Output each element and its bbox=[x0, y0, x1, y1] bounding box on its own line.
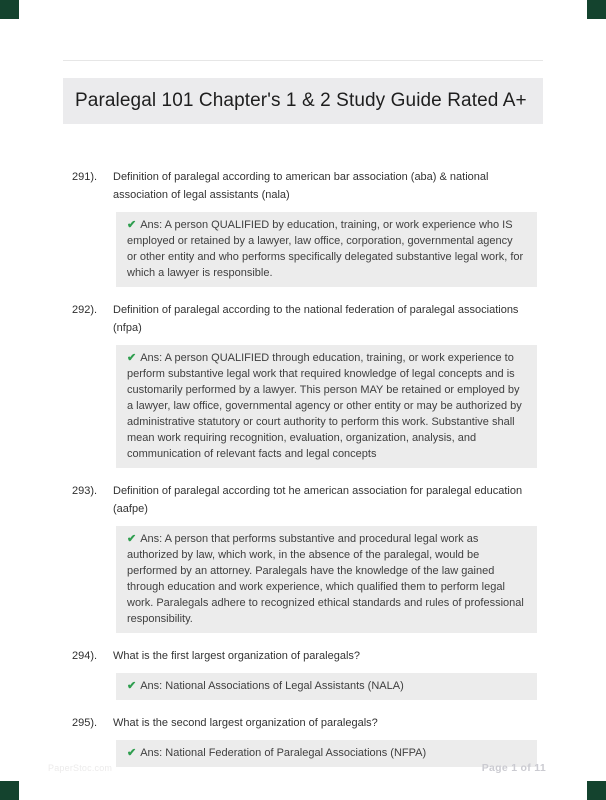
question-block bbox=[63, 168, 543, 287]
answer-box bbox=[116, 345, 537, 468]
checkmark-icon: ✔ bbox=[127, 533, 137, 545]
header-divider bbox=[63, 60, 543, 61]
question-text: What is the first largest organization of paralegals? bbox=[113, 650, 361, 662]
answer-text: Ans: A person QUALIFIED by education, training, or work experience who IS employed or retained by a lawyer, law office, corporation, governmental agency or other entity and who performs specifically delegated substantive legal work, for which a lawyer is responsible. bbox=[127, 219, 524, 279]
corner-marker-bottom-left bbox=[0, 781, 19, 800]
question-body bbox=[113, 301, 537, 468]
question-text: Definition of paralegal according to american bar association (aba) & national association of legal assistants (nala) bbox=[113, 171, 489, 201]
question-body bbox=[113, 168, 537, 287]
answer-box bbox=[116, 526, 537, 633]
question-block bbox=[63, 647, 543, 700]
question-text: Definition of paralegal according tot he american association for paralegal education (aafpe) bbox=[113, 485, 523, 515]
page-number: Page 1 of 11 bbox=[481, 762, 546, 774]
question-number: 291). bbox=[72, 171, 98, 183]
checkmark-icon: ✔ bbox=[127, 747, 137, 759]
answer-text: Ans: A person QUALIFIED through education, training, or work experience to perform substantive legal work that required knowledge of legal concepts and is customarily performed by a lawyer. This person MAY be retained or employed by a lawyer, law office, governmental agency or other entity or may be authorized by administrative statutory or court authority to perform this work. Substantive shall mean work requiring recognition, evaluation, organization, analysis, and communication of relevant facts and legal concepts bbox=[127, 352, 522, 460]
question-block bbox=[63, 714, 543, 767]
question-body bbox=[113, 714, 537, 767]
question-list bbox=[63, 168, 543, 781]
header-box bbox=[63, 78, 543, 124]
answer-text: Ans: National Federation of Paralegal Associations (NFPA) bbox=[140, 747, 427, 759]
question-number: 294). bbox=[72, 650, 98, 662]
answer-box bbox=[116, 212, 537, 287]
corner-marker-top-left bbox=[0, 0, 19, 19]
question-number: 292). bbox=[72, 304, 98, 316]
corner-marker-bottom-right bbox=[587, 781, 606, 800]
answer-box bbox=[116, 740, 537, 767]
corner-marker-top-right bbox=[587, 0, 606, 19]
answer-text: Ans: A person that performs substantive and procedural legal work as authorized by law, which work, in the absence of the paralegal, would be performed by an attorney. Paralegals have the knowledge of the law gained through education and work experience, which qualified them to perform legal work. Paralegals adhere to recognized ethical standards and rules of professional responsibility. bbox=[127, 533, 524, 625]
page-title: Paralegal 101 Chapter's 1 & 2 Study Guide Rated A+ bbox=[75, 90, 527, 111]
checkmark-icon: ✔ bbox=[127, 352, 137, 364]
footer-watermark: PaperStoc.com bbox=[48, 763, 113, 773]
checkmark-icon: ✔ bbox=[127, 680, 137, 692]
answer-text: Ans: National Associations of Legal Assistants (NALA) bbox=[140, 680, 404, 692]
question-block bbox=[63, 482, 543, 633]
question-text: What is the second largest organization of paralegals? bbox=[113, 717, 378, 729]
question-body bbox=[113, 482, 537, 633]
checkmark-icon: ✔ bbox=[127, 219, 137, 231]
question-block bbox=[63, 301, 543, 468]
answer-box bbox=[116, 673, 537, 700]
question-text: Definition of paralegal according to the national federation of paralegal associations (nfpa) bbox=[113, 304, 519, 334]
question-number: 293). bbox=[72, 485, 98, 497]
question-body bbox=[113, 647, 537, 700]
question-number: 295). bbox=[72, 717, 98, 729]
